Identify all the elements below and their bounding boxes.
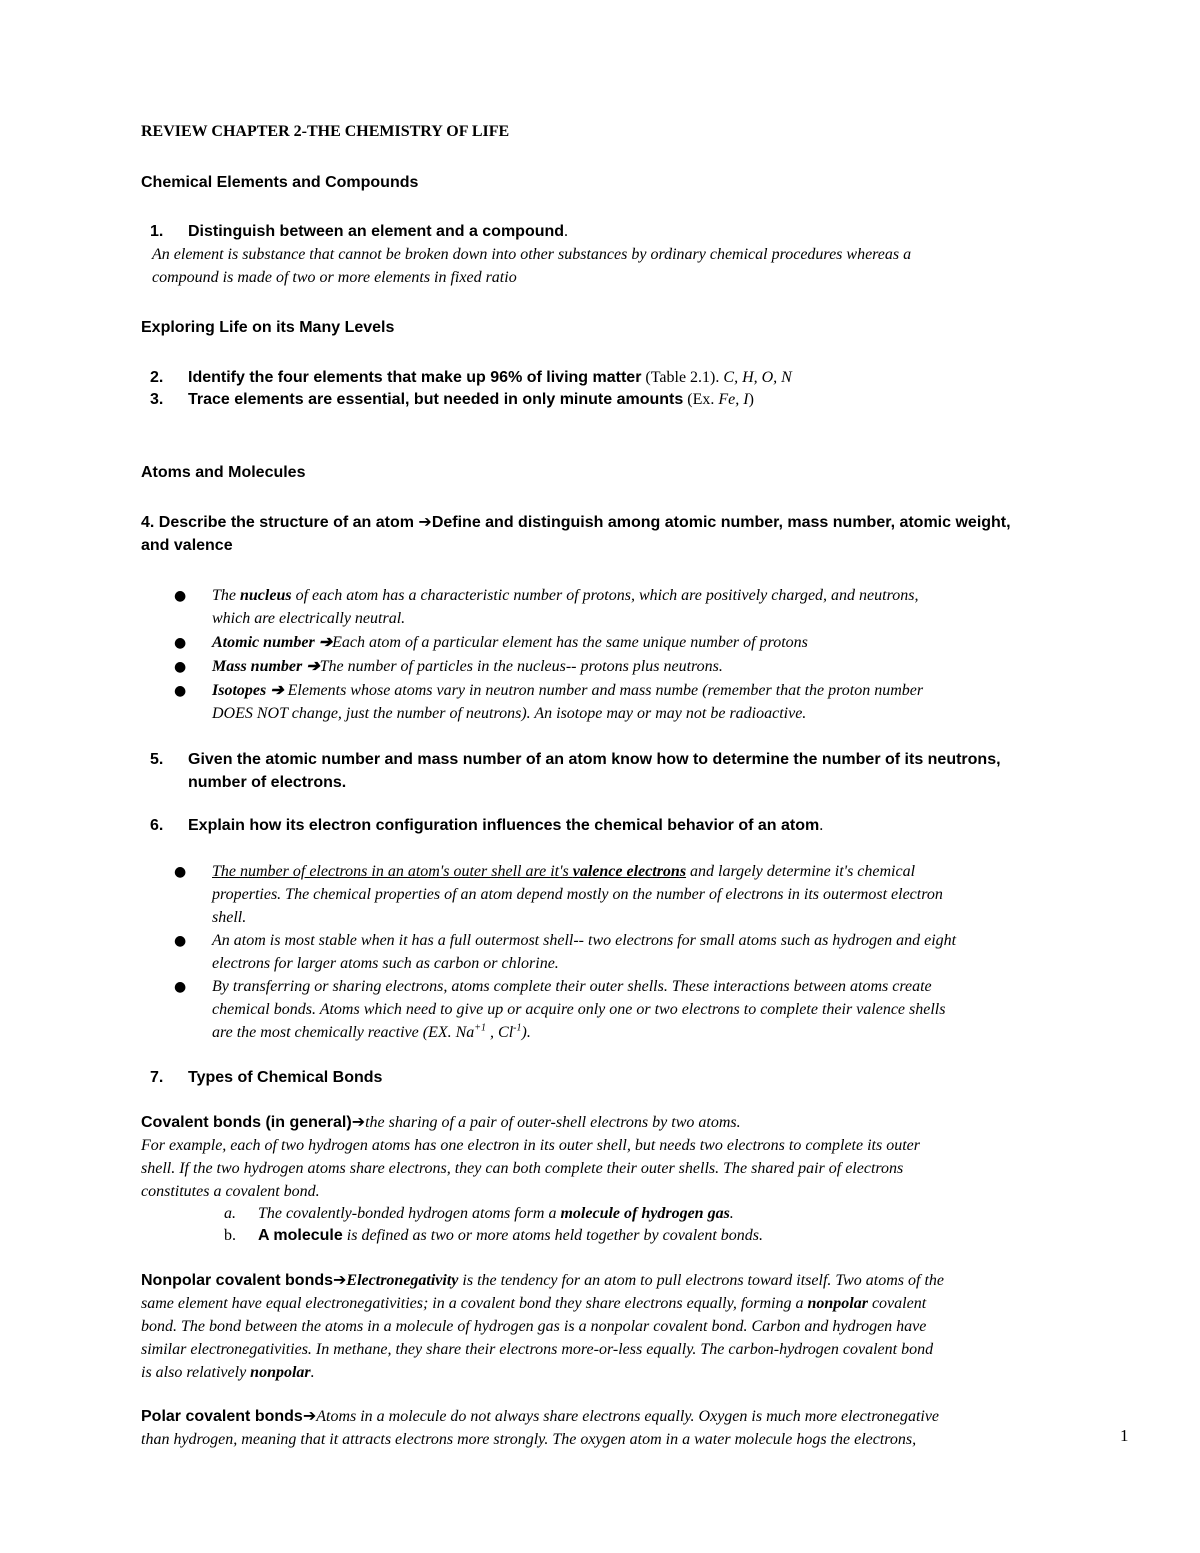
b3-term: Mass number (212, 658, 307, 675)
np-l5b: nonpolar (250, 1364, 311, 1381)
b1-rest: of each atom has a characteristic number of protons, which are positively charged, and neutrons, (291, 587, 919, 604)
polar-line2: than hydrogen, meaning that it attracts electrons more strongly. The oxygen atom in a water molecule hogs the electrons, (141, 1431, 917, 1448)
section-heading-elements: Chemical Elements and Compounds (141, 174, 419, 191)
arrow-icon: ➔ (270, 682, 284, 699)
electronegativity-term: Electronegativity (346, 1272, 459, 1289)
bullet-nucleus-line2: which are electrically neutral. (212, 610, 406, 627)
covalent-line2: For example, each of two hydrogen atoms has one electron in its outer shell, but needs two electrons to complete its outer (141, 1137, 920, 1154)
c3-sup2: -1 (513, 1022, 522, 1034)
bullet-icon: ● (174, 683, 187, 699)
covalent-definition: the sharing of a pair of outer-shell electrons by two atoms. (365, 1114, 741, 1131)
c1-valence-term: valence electrons (572, 863, 687, 880)
nonpolar-line2 (141, 1294, 926, 1314)
polar-heading: Polar covalent bonds (141, 1408, 303, 1425)
q3-close: ) (748, 391, 754, 408)
bullet-icon: ● (174, 864, 187, 880)
c3-sup1: +1 (474, 1022, 487, 1034)
nonpolar-line1-text: is the tendency for an atom to pull electrons toward itself. Two atoms of the (458, 1272, 944, 1289)
arrow-icon: ➔ (333, 1272, 347, 1289)
section-heading-levels: Exploring Life on its Many Levels (141, 319, 395, 336)
q4-text-b: Define and distinguish among atomic number, mass number, atomic weight, (431, 514, 1011, 531)
covalent-line4: constitutes a covalent bond. (141, 1183, 320, 1200)
b-pre: A (258, 1227, 274, 1244)
polar-line1 (141, 1407, 939, 1427)
a1-line1: An element is substance that cannot be broken down into other substances by ordinary chemical procedures whereas a (152, 246, 912, 263)
q1-line (188, 222, 568, 242)
bullet-icon: ● (174, 979, 187, 995)
q2-ref: (Table 2.1). (641, 369, 724, 386)
bullet-valence-line2: properties. The chemical properties of an atom depend mostly on the number of electrons in its outermost electron (212, 886, 943, 903)
q6-line (188, 816, 823, 836)
c1-rest: and largely determine it's chemical (686, 863, 916, 880)
item-b-label: b. (224, 1227, 236, 1244)
a-bold: molecule of hydrogen gas (560, 1205, 730, 1222)
arrow-icon: ➔ (418, 514, 432, 531)
bullet-mass-number (212, 657, 723, 677)
nonpolar-line3: bond. The bond between the atoms in a molecule of hydrogen gas is a nonpolar covalent bond. Carbon and hydrogen have (141, 1318, 927, 1335)
q4-line1 (141, 513, 1011, 533)
item-a-label: a. (224, 1205, 236, 1222)
np-l2b: nonpolar (807, 1295, 868, 1312)
bullet-transfer-line1: By transferring or sharing electrons, atoms complete their outer shells. These interactions between atoms create (212, 978, 932, 995)
section-heading-atoms: Atoms and Molecules (141, 464, 306, 481)
nonpolar-heading: Nonpolar covalent bonds (141, 1272, 334, 1289)
q6-end: . (819, 817, 824, 834)
bullet-stable-line1: An atom is most stable when it has a full outermost shell-- two electrons for small atoms such as hydrogen and eight (212, 932, 957, 949)
q2-answer: C, H, O, N (723, 369, 792, 386)
q5-line2: number of electrons. (188, 774, 347, 791)
b4-rest: Elements whose atoms vary in neutron number and mass numbe (remember that the proton number (283, 682, 924, 699)
bullet-transfer-line2: chemical bonds. Atoms which need to give up or acquire only one or two electrons to complete their valence shells (212, 1001, 946, 1018)
q6-text: Explain how its electron configuration influences the chemical behavior of an atom (188, 817, 820, 834)
q2-number: 2. (150, 369, 164, 386)
page-title: REVIEW CHAPTER 2-THE CHEMISTRY OF LIFE (141, 123, 510, 140)
q7-number: 7. (150, 1069, 164, 1086)
arrow-icon: ➔ (302, 1408, 317, 1425)
item-b (258, 1226, 763, 1246)
bullet-icon: ● (174, 635, 187, 651)
covalent-line3: shell. If the two hydrogen atoms share electrons, they can both complete their outer shells. The shared pair of electrons (141, 1160, 904, 1177)
b4-term: Isotopes (212, 682, 271, 699)
nonpolar-line5 (141, 1363, 315, 1383)
covalent-bonds-line1 (141, 1113, 741, 1133)
c3-l3c: ). (521, 1024, 531, 1041)
bullet-icon: ● (174, 933, 187, 949)
covalent-heading: Covalent bonds (in general) (141, 1114, 352, 1131)
bullet-isotopes (212, 681, 923, 701)
polar-line1-text: Atoms in a molecule do not always share electrons equally. Oxygen is much more electronegative (316, 1408, 940, 1425)
q5-number: 5. (150, 751, 164, 768)
q1-text: Distinguish between an element and a compound (188, 223, 565, 240)
q5-line1: Given the atomic number and mass number of an atom know how to determine the number of its neutrons, (188, 751, 1001, 768)
q3-answer: Fe, I (718, 391, 749, 408)
q4-text-a: 4. Describe the structure of an atom (141, 514, 419, 531)
q3-number: 3. (150, 391, 164, 408)
nonpolar-line1 (141, 1271, 944, 1291)
a-end: . (729, 1205, 734, 1222)
q6-number: 6. (150, 817, 164, 834)
bullet-valence (212, 862, 915, 882)
bullet-icon: ● (174, 588, 187, 604)
c3-l3a: are the most chemically reactive (EX. Na (212, 1024, 475, 1041)
np-l5c: . (310, 1364, 315, 1381)
np-l5a: is also relatively (141, 1364, 251, 1381)
nonpolar-line4: similar electronegativities. In methane, they share their electrons more-or-less equally. The carbon-hydrogen covalent bond (141, 1341, 934, 1358)
b1-term: nucleus (240, 587, 292, 604)
b-text: is defined as two or more atoms held together by covalent bonds. (342, 1227, 764, 1244)
b1-pre: The (212, 587, 240, 604)
bullet-valence-line3: shell. (212, 909, 247, 926)
bullet-isotopes-line2: DOES NOT change, just the number of neutrons). An isotope may or may not be radioactive. (212, 705, 807, 722)
b2-rest: Each atom of a particular element has the same unique number of protons (332, 634, 808, 651)
b3-rest: The number of particles in the nucleus-- protons plus neutrons. (319, 658, 723, 675)
arrow-icon: ➔ (318, 634, 333, 651)
bullet-icon: ● (174, 659, 187, 675)
a-text: The covalently-bonded hydrogen atoms form a (258, 1205, 561, 1222)
q1-number: 1. (150, 223, 164, 240)
bullet-stable-line2: electrons for larger atoms such as carbon or chlorine. (212, 955, 559, 972)
q3-text: Trace elements are essential, but needed in only minute amounts (188, 391, 684, 408)
q2-line (188, 368, 792, 388)
item-a (258, 1204, 734, 1224)
page-number: 1 (1120, 1426, 1129, 1445)
np-l2c: covalent (867, 1295, 927, 1312)
a1-line2: compound is made of two or more elements in fixed ratio (152, 269, 517, 286)
c1-underlined: The number of electrons in an atom's outer shell are it's (212, 863, 573, 880)
bullet-transfer-line3 (212, 1023, 531, 1043)
b-bold: molecule (273, 1227, 343, 1244)
np-l2a: same element have equal electronegativities; in a covalent bond they share electrons equally, forming a (141, 1295, 808, 1312)
arrow-icon: ➔ (351, 1114, 366, 1131)
q7-text: Types of Chemical Bonds (188, 1069, 383, 1086)
b2-term: Atomic number (212, 634, 319, 651)
bullet-nucleus (212, 586, 918, 606)
c3-l3b: , Cl (486, 1024, 514, 1041)
q3-ref: (Ex. (683, 391, 719, 408)
q1-end: . (564, 223, 569, 240)
arrow-icon: ➔ (306, 658, 320, 675)
q2-text: Identify the four elements that make up 96% of living matter (188, 369, 642, 386)
q4-line2: and valence (141, 537, 233, 554)
bullet-atomic-number (212, 633, 808, 653)
q3-line (188, 390, 754, 410)
